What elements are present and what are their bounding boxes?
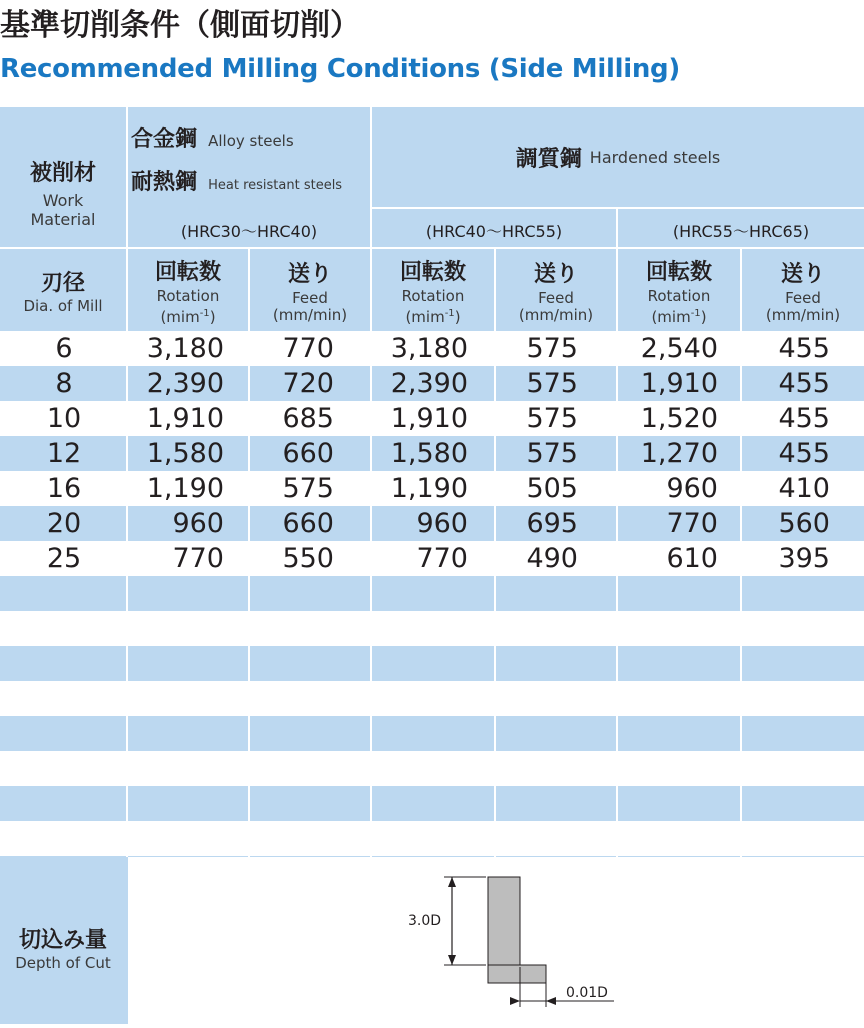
feed-jp: 送り [533, 261, 578, 287]
work-material-header [0, 137, 126, 247]
cell-feed: 695 [526, 508, 578, 539]
table-row [0, 646, 864, 681]
cell-feed: 660 [282, 438, 334, 469]
cell-feed: 455 [778, 333, 830, 364]
cell-feed: 455 [778, 403, 830, 434]
cell-rotation: 1,190 [390, 473, 468, 504]
cell-feed: 395 [778, 543, 830, 574]
divider-v-4 [494, 249, 496, 857]
feed-en: Feed [538, 288, 574, 307]
feed-en: Feed [292, 288, 328, 307]
cell-dia: 16 [46, 473, 82, 504]
radial-arrow-right [546, 997, 556, 1005]
table-row [0, 471, 864, 506]
table-row [0, 506, 864, 541]
cell-rotation: 610 [666, 543, 718, 574]
rotation-en: Rotation [156, 286, 220, 305]
rotation-unit [160, 305, 215, 326]
rotation-header-2 [372, 249, 494, 331]
cell-rotation: 770 [416, 543, 468, 574]
cell-rotation: 1,190 [146, 473, 224, 504]
feed-jp: 送り [287, 261, 332, 287]
hardened-steels-label [372, 107, 864, 207]
cell-rotation: 1,910 [640, 368, 718, 399]
cell-dia: 8 [55, 368, 73, 399]
rotation-unit-exp: -1 [690, 307, 701, 319]
depth-of-cut-header [0, 907, 126, 987]
divider-v-2 [370, 107, 372, 857]
cell-feed: 575 [526, 438, 578, 469]
depth-of-cut-diagram [128, 857, 864, 1024]
table-row [0, 331, 864, 366]
alloy-steels-label [131, 122, 367, 158]
feed-jp: 送り [780, 261, 825, 287]
depth-of-cut-en: Depth of Cut [15, 953, 111, 972]
work-material-en-1: Work [42, 190, 84, 210]
feed-header-2 [496, 249, 616, 331]
cell-feed: 685 [282, 403, 334, 434]
rotation-header-3 [618, 249, 740, 331]
table-row [0, 366, 864, 401]
cell-rotation: 2,390 [390, 368, 468, 399]
workpiece-base [488, 965, 546, 983]
rotation-unit-end: ) [454, 307, 461, 326]
cell-feed: 575 [282, 473, 334, 504]
rotation-en: Rotation [647, 286, 711, 305]
cell-dia: 10 [46, 403, 82, 434]
page-title-en: Recommended Milling Conditions (Side Milling) [0, 54, 680, 84]
divider-h-1 [372, 207, 864, 209]
hardened-steels-jp: 調質鋼 [515, 146, 582, 172]
depth-of-cut-jp: 切込み量 [18, 927, 107, 953]
cell-rotation: 1,580 [146, 438, 224, 469]
cell-dia: 12 [46, 438, 82, 469]
cell-feed: 770 [282, 333, 334, 364]
cell-rotation: 2,390 [146, 368, 224, 399]
rotation-unit-base: (mim [160, 307, 200, 326]
cell-feed: 560 [778, 508, 830, 539]
rotation-unit-end: ) [700, 307, 707, 326]
rotation-unit [405, 305, 460, 326]
cell-rotation: 1,520 [640, 403, 718, 434]
cell-feed: 455 [778, 368, 830, 399]
rotation-header-1 [128, 249, 248, 331]
table-row [0, 541, 864, 576]
rotation-unit-end: ) [209, 307, 216, 326]
table-row [0, 681, 864, 716]
feed-en: Feed [785, 288, 821, 307]
cell-rotation: 3,180 [390, 333, 468, 364]
divider-h-2 [0, 247, 864, 249]
hrc-range-3: (HRC55～HRC65) [672, 221, 810, 241]
heat-resistant-label [131, 165, 367, 201]
table-row [0, 401, 864, 436]
table-row [0, 436, 864, 471]
table-row [0, 786, 864, 821]
work-material-en-2: Material [30, 209, 96, 229]
cell-feed: 575 [526, 403, 578, 434]
table-row [0, 576, 864, 611]
work-material-jp: 被削材 [29, 160, 96, 186]
table-row [0, 716, 864, 751]
cell-dia: 25 [46, 543, 82, 574]
table-row [0, 821, 864, 856]
cell-rotation: 3,180 [146, 333, 224, 364]
feed-unit: (mm/min) [765, 305, 841, 324]
divider-v-1 [126, 107, 128, 857]
cell-rotation: 960 [416, 508, 468, 539]
feed-header-1 [250, 249, 370, 331]
cell-rotation: 1,580 [390, 438, 468, 469]
table-row [0, 611, 864, 646]
axial-arrow-bottom [448, 955, 456, 965]
feed-unit: (mm/min) [272, 305, 348, 324]
cell-feed: 455 [778, 438, 830, 469]
heat-resistant-jp: 耐熱鋼 [131, 170, 198, 195]
rotation-unit-base: (mim [405, 307, 445, 326]
cell-rotation: 770 [666, 508, 718, 539]
radial-depth-label: 0.01D [566, 985, 608, 1001]
rotation-unit-base: (mim [651, 307, 691, 326]
dia-of-mill-header [0, 249, 126, 331]
cell-feed: 575 [526, 333, 578, 364]
rotation-unit-exp: -1 [444, 307, 455, 319]
radial-arrow-left [510, 997, 520, 1005]
rotation-jp: 回転数 [645, 259, 712, 285]
cell-rotation: 2,540 [640, 333, 718, 364]
rotation-jp: 回転数 [399, 259, 466, 285]
alloy-steels-jp: 合金鋼 [131, 127, 198, 152]
rotation-unit-exp: -1 [199, 307, 210, 319]
cell-rotation: 960 [172, 508, 224, 539]
cell-feed: 410 [778, 473, 830, 504]
divider-v-5 [616, 207, 618, 857]
page-title-jp: 基準切削条件（側面切削） [0, 8, 360, 43]
table-row [0, 751, 864, 786]
cell-dia: 6 [55, 333, 73, 364]
axial-depth-label: 3.0D [408, 913, 442, 929]
feed-unit: (mm/min) [518, 305, 594, 324]
feed-header-3 [742, 249, 864, 331]
cell-feed: 720 [282, 368, 334, 399]
heat-resistant-en: Heat resistant steels [208, 178, 343, 193]
cell-rotation: 960 [666, 473, 718, 504]
rotation-unit [651, 305, 706, 326]
divider-v-6 [740, 249, 742, 857]
cell-dia: 20 [46, 508, 82, 539]
hrc-range-1: (HRC30～HRC40) [180, 221, 318, 241]
axial-arrow-top [448, 877, 456, 887]
dia-of-mill-en: Dia. of Mill [23, 296, 103, 315]
cell-rotation: 770 [172, 543, 224, 574]
cell-feed: 490 [526, 543, 578, 574]
cell-feed: 505 [526, 473, 578, 504]
hrc-range-2: (HRC40～HRC55) [425, 221, 563, 241]
cell-rotation: 1,910 [146, 403, 224, 434]
divider-v-3 [248, 249, 250, 857]
rotation-jp: 回転数 [154, 259, 221, 285]
cell-feed: 550 [282, 543, 334, 574]
alloy-steels-en: Alloy steels [208, 132, 294, 150]
cell-rotation: 1,910 [390, 403, 468, 434]
rotation-en: Rotation [401, 286, 465, 305]
cell-rotation: 1,270 [640, 438, 718, 469]
depth-of-cut-figure [128, 857, 864, 1024]
cell-feed: 575 [526, 368, 578, 399]
dia-of-mill-jp: 刃径 [40, 270, 85, 296]
cell-feed: 660 [282, 508, 334, 539]
hardened-steels-en: Hardened steels [589, 147, 721, 167]
